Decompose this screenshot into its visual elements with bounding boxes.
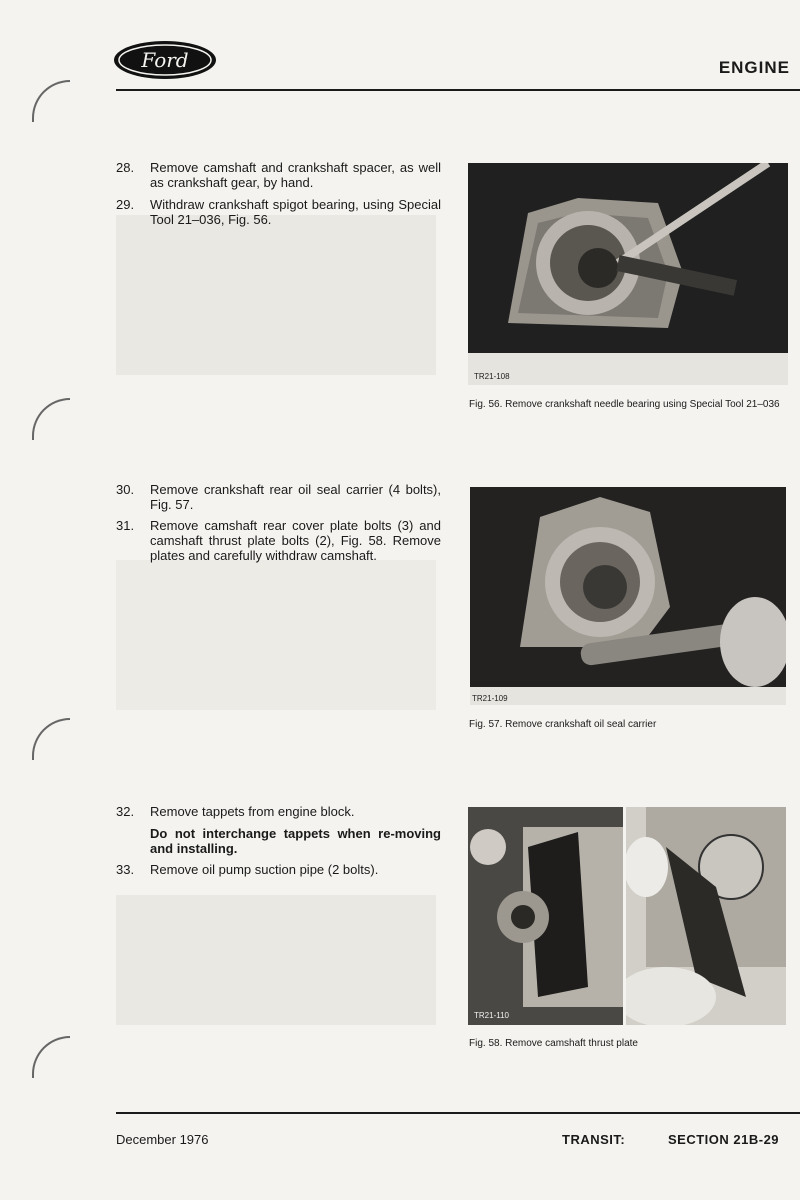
step-text: Remove camshaft and crankshaft spacer, as well as crankshaft gear, by hand. <box>150 160 441 190</box>
step-28 <box>116 160 441 190</box>
binder-hole-3 <box>32 718 70 760</box>
footer-date: December 1976 <box>116 1132 209 1147</box>
step-29 <box>116 197 441 227</box>
header-rule <box>116 89 800 91</box>
ford-logo <box>113 40 217 80</box>
step-text: Remove camshaft rear cover plate bolts (3) and camshaft thrust plate bolts (2), Fig. 58. Remove plates and carefully withdraw camshaft. <box>150 518 441 563</box>
step-text: Withdraw crankshaft spigot bearing, using Special Tool 21–036, Fig. 56. <box>150 197 441 227</box>
warning-note: Do not interchange tappets when re-moving and installing. <box>150 826 441 856</box>
step-30 <box>116 482 441 512</box>
step-number: 32. <box>116 804 135 819</box>
figure-56-caption: Fig. 56. Remove crankshaft needle bearing using Special Tool 21–036 <box>469 399 780 410</box>
step-number: 31. <box>116 518 135 533</box>
step-32 <box>116 804 441 819</box>
step-31 <box>116 518 441 563</box>
step-text: Remove oil pump suction pipe (2 bolts). <box>150 862 379 877</box>
binder-hole-4 <box>32 1036 70 1078</box>
bleed-through-block-1 <box>116 215 436 375</box>
figure-58-photo-left <box>468 807 623 1025</box>
step-number: 33. <box>116 862 135 877</box>
step-number: 30. <box>116 482 135 497</box>
figure-58-caption: Fig. 58. Remove camshaft thrust plate <box>469 1038 638 1049</box>
figure-57-caption: Fig. 57. Remove crankshaft oil seal carrier <box>469 719 657 730</box>
step-33 <box>116 862 441 877</box>
footer-section: SECTION 21B-29 <box>668 1132 780 1147</box>
binder-hole-1 <box>32 80 70 122</box>
figure-56-photo <box>468 163 788 385</box>
step-text: Remove tappets from engine block. <box>150 804 355 819</box>
figure-57-tag: TR21-109 <box>472 694 508 703</box>
bleed-through-block-2 <box>116 560 436 710</box>
section-title: ENGINE <box>718 58 790 77</box>
footer-model: TRANSIT: <box>562 1132 626 1147</box>
ford-logo-text: Ford <box>141 48 189 72</box>
footer-rule <box>116 1112 800 1114</box>
step-number: 28. <box>116 160 135 175</box>
step-text: Remove crankshaft rear oil seal carrier (4 bolts), Fig. 57. <box>150 482 441 512</box>
step-number: 29. <box>116 197 135 212</box>
figure-58-tag: TR21-110 <box>474 1011 509 1020</box>
bleed-through-block-3 <box>116 895 436 1025</box>
figure-58-photo-right <box>626 807 786 1025</box>
binder-hole-2 <box>32 398 70 440</box>
figure-57-photo <box>470 487 786 705</box>
figure-56-tag: TR21-108 <box>474 372 510 381</box>
